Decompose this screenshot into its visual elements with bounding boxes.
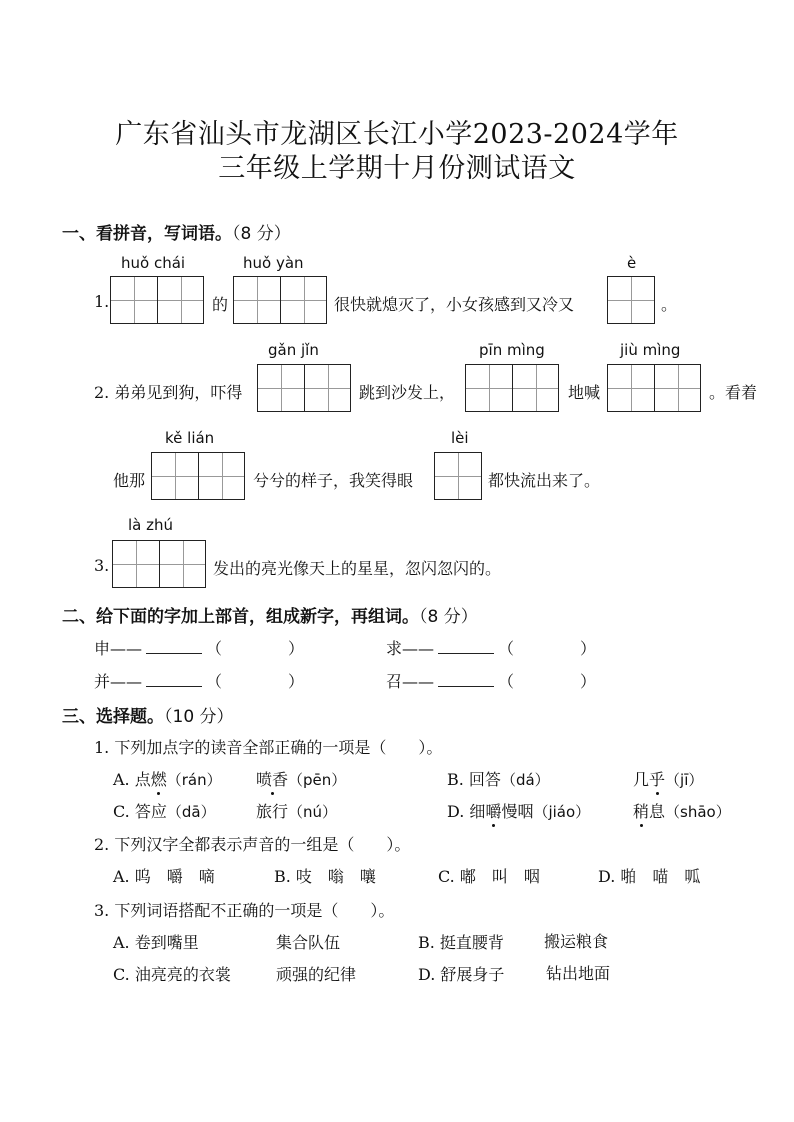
item-char: 申—— (94, 639, 143, 658)
option-text: C. 答应 (113, 802, 167, 821)
option-text: A. 点 (113, 770, 151, 789)
answer-line[interactable] (146, 686, 202, 687)
q2-answer-grid-b[interactable] (465, 364, 559, 412)
s3-q2-option-d[interactable]: D. 啪 喵 呱 (598, 867, 701, 886)
q2-text-b: 跳到沙发上， (359, 383, 456, 402)
section2-item-4 (386, 669, 596, 692)
q1-answer-grid-a[interactable] (110, 276, 204, 324)
option-pinyin: （shāo） (665, 803, 731, 821)
s3-q1-option-c1[interactable] (113, 799, 216, 822)
paren-close: ） (580, 672, 597, 691)
paren-open: （ (498, 639, 515, 658)
s3-q1-option-d1[interactable] (447, 799, 590, 822)
q1-answer-grid-b[interactable] (233, 276, 327, 324)
option-pinyin: （dā） (166, 803, 216, 821)
paren-open: （ (206, 672, 223, 691)
paren-close: ） (580, 639, 597, 658)
section2-points: （8 分） (419, 607, 478, 627)
item-char: 求—— (386, 639, 435, 658)
paren-open: （ (206, 639, 223, 658)
paren-close: ） (288, 639, 305, 658)
s3-q3-option-b2: 搬运粮食 (544, 932, 609, 951)
section2-item-2 (386, 636, 596, 659)
dotted-char: 燃 (150, 770, 167, 789)
section2-item-1 (94, 636, 304, 659)
s3-q3-option-a2: 集合队伍 (276, 933, 341, 952)
s3-q3-option-c1[interactable]: C. 油亮亮的衣裳 (113, 965, 231, 984)
s3-q3-option-c2: 顽强的纪律 (276, 965, 357, 984)
option-pinyin: （dá） (500, 771, 550, 789)
q1-pinyin-b: huǒ yàn (243, 254, 304, 272)
q1-text-1: 的 (212, 295, 229, 314)
title-line-2: 三年级上学期十月份测试语文 (218, 153, 576, 184)
q1-answer-grid-c[interactable] (607, 276, 655, 324)
s3-q1-stem: 1. 下列加点字的读音全部正确的一项是（ ）。 (94, 738, 443, 757)
dotted-char: 乎 (649, 770, 666, 789)
section1-heading (62, 219, 291, 244)
q1-text-3: 。 (661, 295, 678, 314)
s3-q1-option-a2 (256, 767, 346, 790)
option-text: 几 (633, 770, 650, 789)
section2-heading (62, 602, 478, 627)
s3-q2-option-a[interactable]: A. 呜 嚼 嘀 (113, 867, 215, 886)
q1-pinyin-a: huǒ chái (121, 254, 186, 272)
option-pinyin: （rán） (166, 771, 222, 789)
s3-q2-option-c[interactable]: C. 嘟 叫 咽 (438, 867, 540, 886)
q2-text-g: 都快流出来了。 (488, 471, 601, 490)
q2-pinyin-a: gǎn jǐn (268, 341, 319, 359)
option-text: 旅行 (256, 802, 289, 821)
option-text: 喷香 (256, 770, 289, 789)
item-char: 召—— (386, 672, 435, 691)
section1-points: （8 分） (232, 224, 291, 244)
s3-q1-option-d2 (633, 799, 731, 822)
s3-q3-option-d2: 钻出地面 (546, 964, 611, 983)
q2-answer-grid-c[interactable] (607, 364, 701, 412)
s3-q3-stem: 3. 下列词语搭配不正确的一项是（ ）。 (94, 901, 395, 920)
section3-heading (62, 702, 234, 727)
q2-answer-grid-e[interactable] (434, 452, 482, 500)
q2-text-e: 他那 (113, 471, 146, 490)
q1-pinyin-c: è (627, 254, 637, 272)
section1-heading-text: 一、看拼音，写词语。 (62, 224, 232, 244)
s3-q2-stem: 2. 下列汉字全都表示声音的一组是（ ）。 (94, 835, 411, 854)
q1-number: 1. (94, 292, 110, 311)
title-line-1: 广东省汕头市龙湖区长江小学2023-2024学年 (115, 119, 679, 150)
q3-text: 发出的亮光像天上的星星，忽闪忽闪的。 (213, 559, 502, 578)
option-pinyin: （pēn） (288, 771, 347, 789)
q2-pinyin-b: pīn mìng (479, 341, 545, 359)
q2-pinyin-e: lèi (451, 429, 469, 447)
option-text: 慢咽 (501, 802, 534, 821)
answer-line[interactable] (438, 653, 494, 654)
option-text: D. 细 (447, 802, 486, 821)
dotted-char: 嚼 (485, 802, 502, 821)
s3-q1-option-c2 (256, 799, 337, 822)
s3-q1-option-b1[interactable] (447, 767, 550, 790)
q2-text-c: 地喊 (568, 383, 601, 402)
q2-answer-grid-a[interactable] (257, 364, 351, 412)
s3-q3-option-a1[interactable]: A. 卷到嘴里 (113, 933, 199, 952)
option-pinyin: （jī） (665, 771, 704, 789)
s3-q2-option-b[interactable]: B. 吱 嗡 嚷 (274, 867, 376, 886)
option-text: 息 (649, 802, 666, 821)
option-pinyin: （nú） (288, 803, 338, 821)
item-char: 并—— (94, 672, 143, 691)
s3-q1-option-a1[interactable] (113, 767, 222, 790)
q2-text-a: 2. 弟弟见到狗，吓得 (94, 383, 243, 402)
dotted-char: 稍 (633, 802, 650, 821)
paren-open: （ (498, 672, 515, 691)
q3-number: 3. (94, 556, 110, 575)
q2-pinyin-c: jiù mìng (620, 341, 681, 359)
q3-answer-grid[interactable] (112, 540, 206, 588)
option-text: B. 回答 (447, 770, 501, 789)
paren-close: ） (288, 672, 305, 691)
section2-item-3 (94, 669, 304, 692)
q2-text-d: 。看着 (709, 383, 758, 402)
answer-line[interactable] (146, 653, 202, 654)
section2-heading-text: 二、给下面的字加上部首，组成新字，再组词。 (62, 607, 419, 627)
s3-q1-option-b2 (633, 767, 703, 790)
q2-text-f: 兮兮的样子，我笑得眼 (253, 471, 414, 490)
option-pinyin: （jiáo） (533, 803, 591, 821)
s3-q3-option-d1[interactable]: D. 舒展身子 (418, 965, 505, 984)
section3-heading-text: 三、选择题。 (62, 707, 164, 727)
q1-text-2: 很快就熄灭了，小女孩感到又冷又 (334, 295, 575, 314)
s3-q3-option-b1[interactable]: B. 挺直腰背 (418, 933, 504, 952)
q3-pinyin: là zhú (128, 516, 174, 534)
answer-line[interactable] (438, 686, 494, 687)
q2-answer-grid-d[interactable] (151, 452, 245, 500)
section3-points: （10 分） (164, 707, 234, 727)
q2-pinyin-d: kě lián (165, 429, 215, 447)
